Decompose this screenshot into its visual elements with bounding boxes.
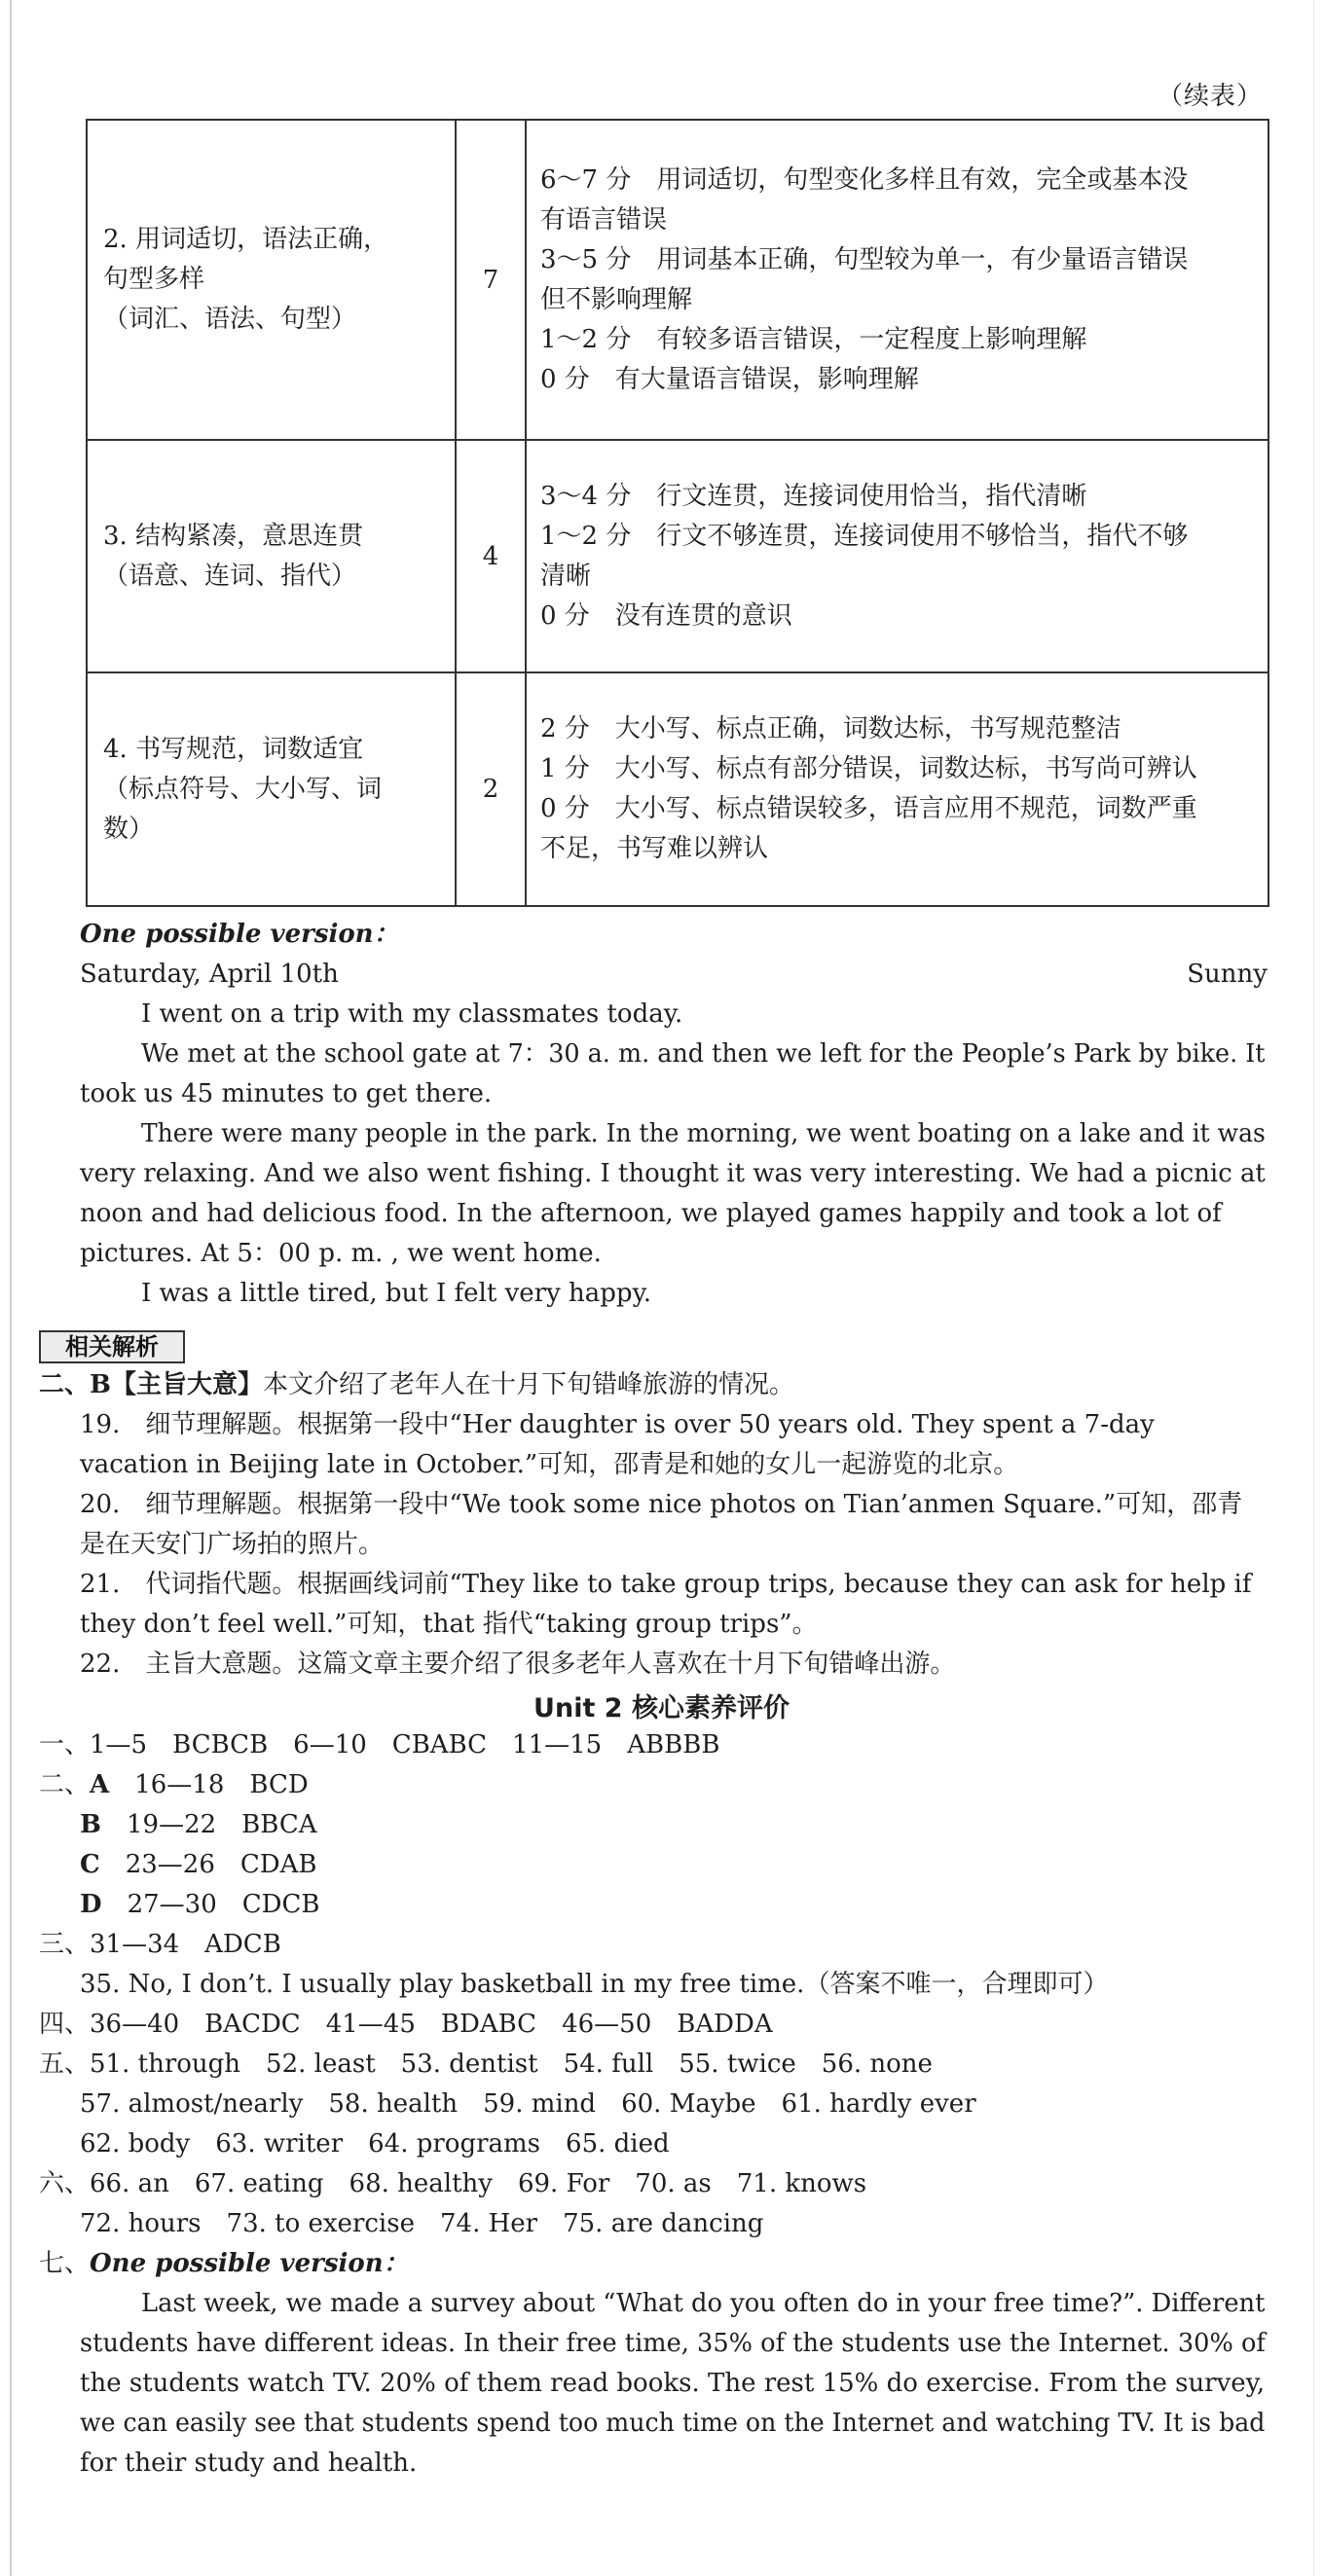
analysis-line: 是在天安门广场拍的照片。 [80, 1530, 385, 1559]
essay-line: very relaxing. And we also went fishing. I thought it was very interesting. We had a picnic at [80, 1159, 1266, 1188]
answer-section-4: 四、36—40 BACDC 41—45 BDABC 46—50 BADDA [39, 2010, 773, 2039]
analysis-tag: 相关解析 [39, 1330, 185, 1363]
essay-line: Last week, we made a survey about “What do you often do in your free time?”. Different [141, 2289, 1266, 2318]
essay-line: There were many people in the park. In the morning, we went boating on a lake and it was [141, 1119, 1266, 1148]
analysis-line: 19. 细节理解题。根据第一段中“Her daughter is over 50 years old. They spent a 7-day [80, 1410, 1155, 1439]
essay-line: students have different ideas. In their free time, 35% of the students use the Internet. 30% of [80, 2329, 1266, 2358]
essay-line: I was a little tired, but I felt very happy. [141, 1279, 652, 1308]
rubric-row [87, 120, 1268, 440]
analysis-line: vacation in Beijing late in October.”可知，邵青是和她的女儿一起游览的北京。 [80, 1450, 1019, 1479]
version-label: One possible version： [80, 920, 399, 949]
essay-line: I went on a trip with my classmates today. [141, 999, 683, 1029]
scoring-rubric-table [86, 119, 1269, 907]
diary-weather: Sunny [1187, 960, 1268, 989]
page-right-border [1313, 0, 1314, 2576]
rubric-row [87, 440, 1268, 672]
essay-line: noon and had delicious food. In the afternoon, we played games happily and took a lot of [80, 1199, 1222, 1228]
analysis-line: they don’t feel well.”可知，that 指代“taking group trips”。 [80, 1610, 818, 1639]
essay-line: We met at the school gate at 7：30 a. m. and then we left for the People’s Park by bike. It [141, 1039, 1266, 1069]
essay-line: took us 45 minutes to get there. [80, 1079, 493, 1108]
rubric-score: 7 [456, 120, 526, 440]
essay-line: we can easily see that students spend too much time on the Internet and watching TV. It is bad [80, 2409, 1266, 2438]
answer-section-7: 七、One possible version： [39, 2249, 409, 2278]
answer-row: B 19—22 BBCA [80, 1810, 317, 1839]
rubric-item: 3. 结构紧凑，意思连贯 （语意、连词、指代） [87, 440, 456, 672]
analysis-intro: 二、B【主旨大意】本文介绍了老年人在十月下旬错峰旅游的情况。 [39, 1370, 795, 1399]
answer-row: C 23—26 CDAB [80, 1850, 317, 1879]
rubric-criteria: 6～7 分 用词适切，句型变化多样且有效，完全或基本没 有语言错误 3～5 分 用词基本正确，句型较为单一，有少量语言错误 但不影响理解 1～2 分 有较多语言错误，一定程度上影响理解 0 分 有大量语言错误，影响理解 [526, 120, 1268, 440]
unit-heading: Unit 2 核心素养评价 [533, 1693, 790, 1723]
answer-section-2: 二、A 16—18 BCD [39, 1770, 309, 1799]
diary-date: Saturday, April 10th [80, 960, 339, 989]
answer-line: 62. body 63. writer 64. programs 65. died [80, 2129, 670, 2159]
rubric-score: 4 [456, 440, 526, 672]
analysis-line: 21. 代词指代题。根据画线词前“They like to take group trips, because they can ask for help if [80, 1570, 1252, 1599]
rubric-item: 2. 用词适切，语法正确， 句型多样 （词汇、语法、句型） [87, 120, 456, 440]
answer-section-3: 三、31—34 ADCB [39, 1930, 281, 1959]
continued-label: （续表） [1157, 82, 1263, 111]
essay-line: for their study and health. [80, 2449, 418, 2478]
analysis-line: 22. 主旨大意题。这篇文章主要介绍了很多老年人喜欢在十月下旬错峰出游。 [80, 1650, 956, 1679]
analysis-line: 20. 细节理解题。根据第一段中“We took some nice photos on Tian’anmen Square.”可知，邵青 [80, 1490, 1243, 1519]
answer-section-5: 五、51. through 52. least 53. dentist 54. full 55. twice 56. none [39, 2050, 933, 2079]
rubric-criteria: 3～4 分 行文连贯，连接词使用恰当，指代清晰 1～2 分 行文不够连贯，连接词使用不够恰当，指代不够 清晰 0 分 没有连贯的意识 [526, 440, 1268, 672]
answer-line: 35. No, I don’t. I usually play basketball in my free time.（答案不唯一，合理即可） [80, 1970, 1109, 1999]
page-left-border [10, 0, 12, 2576]
essay-line: pictures. At 5：00 p. m. , we went home. [80, 1239, 602, 1268]
rubric-item: 4. 书写规范，词数适宜 （标点符号、大小写、词 数） [87, 672, 456, 906]
answer-section-1: 一、1—5 BCBCB 6—10 CBABC 11—15 ABBBB [39, 1730, 720, 1760]
answer-line: 72. hours 73. to exercise 74. Her 75. are dancing [80, 2209, 764, 2238]
rubric-score: 2 [456, 672, 526, 906]
essay-line: the students watch TV. 20% of them read books. The rest 15% do exercise. From the survey, [80, 2369, 1266, 2398]
answer-line: 57. almost/nearly 58. health 59. mind 60. Maybe 61. hardly ever [80, 2089, 976, 2119]
answer-row: D 27—30 CDCB [80, 1890, 320, 1919]
rubric-row [87, 672, 1268, 906]
answer-section-6: 六、66. an 67. eating 68. healthy 69. For 70. as 71. knows [39, 2169, 867, 2198]
rubric-criteria: 2 分 大小写、标点正确，词数达标，书写规范整洁 1 分 大小写、标点有部分错误，词数达标，书写尚可辨认 0 分 大小写、标点错误较多，语言应用不规范，词数严重 不足，书写难以辨认 [526, 672, 1268, 906]
